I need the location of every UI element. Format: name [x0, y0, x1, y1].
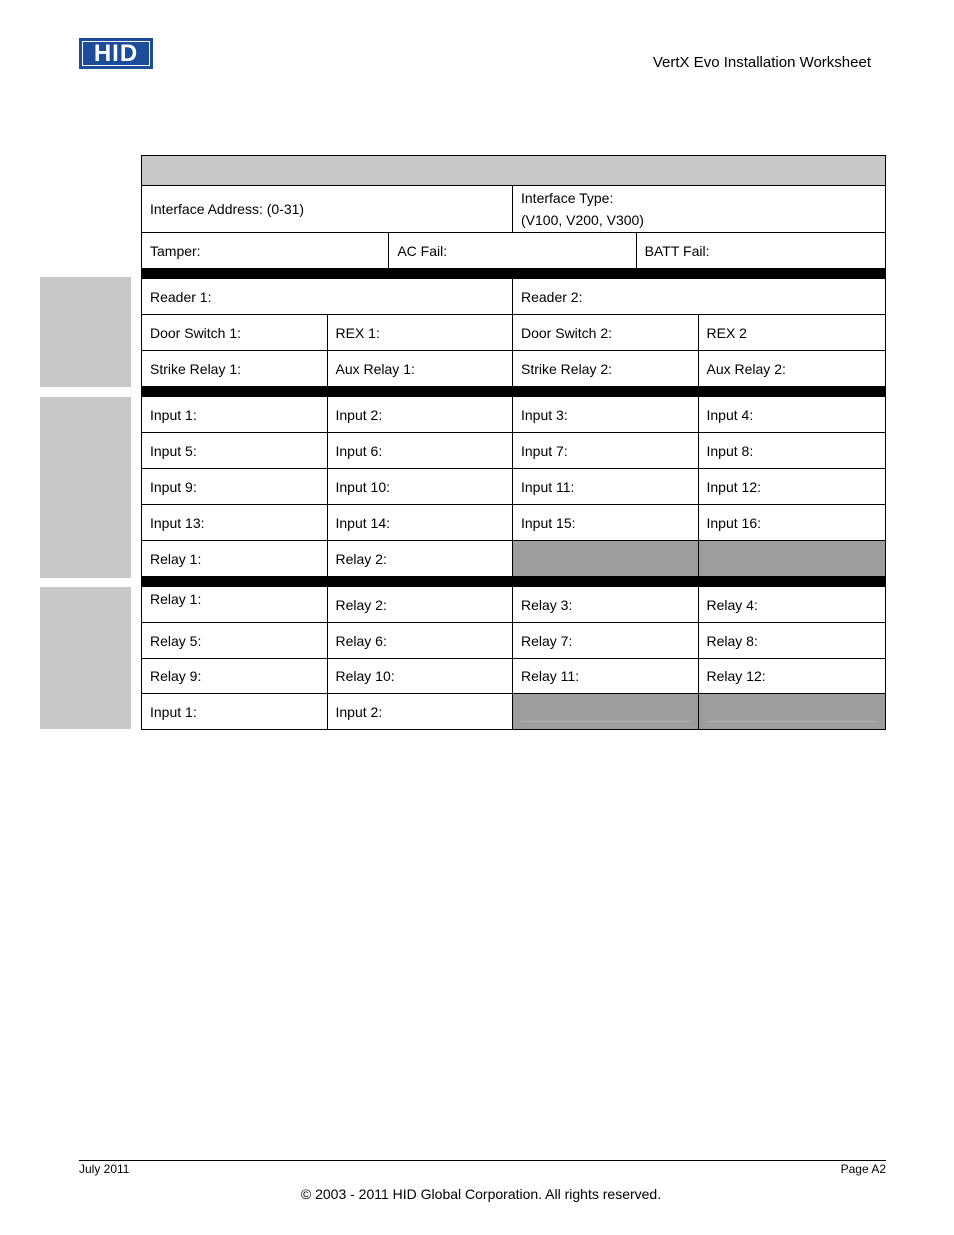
relay-row	[141, 351, 886, 387]
input-cell[interactable]: Input 14:	[328, 505, 514, 540]
shaded-cell	[699, 694, 886, 729]
relay-cell[interactable]: Relay 3:	[513, 587, 699, 622]
divider	[521, 721, 690, 722]
relay-output-row	[141, 623, 886, 659]
input-cell[interactable]: Input 11:	[513, 469, 699, 504]
input-cell[interactable]: Input 7:	[513, 433, 699, 468]
input-cell[interactable]: Input 13:	[142, 505, 328, 540]
strike-relay1-cell[interactable]: Strike Relay 1:	[142, 351, 328, 386]
side-tab-inputs	[40, 397, 131, 578]
relay-output-row	[141, 659, 886, 694]
interface-row	[141, 186, 886, 233]
interface-type-options: (V100, V200, V300)	[521, 212, 644, 228]
relay-cell[interactable]: Relay 2:	[328, 541, 514, 576]
interface-type-cell[interactable]	[513, 186, 885, 232]
divider	[707, 721, 878, 722]
input-row	[141, 433, 886, 469]
input-cell[interactable]: Input 9:	[142, 469, 328, 504]
worksheet-table	[141, 155, 886, 730]
input-row	[141, 694, 886, 730]
section-separator	[141, 387, 886, 397]
footer-date: July 2011	[79, 1162, 130, 1176]
door-row	[141, 315, 886, 351]
ac-fail-cell[interactable]: AC Fail:	[389, 233, 636, 268]
reader1-cell[interactable]: Reader 1:	[142, 279, 513, 314]
interface-type-label: Interface Type:	[521, 190, 614, 206]
worksheet-title-bar	[141, 155, 886, 186]
relay-cell[interactable]: Relay 11:	[513, 659, 699, 693]
section-separator	[141, 269, 886, 279]
hid-logo	[79, 38, 153, 69]
section-separator	[141, 577, 886, 587]
rex1-cell[interactable]: REX 1:	[328, 315, 514, 350]
reader-row	[141, 279, 886, 315]
input-cell[interactable]: Input 5:	[142, 433, 328, 468]
relay-output-row	[141, 587, 886, 623]
footer-divider	[79, 1160, 886, 1161]
input-cell[interactable]: Input 6:	[328, 433, 514, 468]
input-cell[interactable]: Input 2:	[328, 694, 514, 729]
tamper-cell[interactable]: Tamper:	[142, 233, 389, 268]
input-cell[interactable]: Input 2:	[328, 397, 514, 432]
input-cell[interactable]: Input 8:	[706, 442, 754, 459]
batt-fail-cell[interactable]: BATT Fail:	[644, 242, 710, 259]
relay-cell[interactable]: Relay 8:	[706, 632, 758, 649]
shaded-cell	[699, 541, 886, 576]
interface-address-cell[interactable]: Interface Address: (0-31)	[142, 186, 513, 232]
relay-cell[interactable]: Relay 7:	[513, 623, 699, 658]
shaded-cell	[513, 694, 699, 729]
input-cell[interactable]: Input 16:	[706, 514, 761, 531]
strike-relay2-cell[interactable]: Strike Relay 2:	[513, 351, 699, 386]
side-tab-relays	[40, 587, 131, 729]
input-cell[interactable]: Input 1:	[142, 397, 328, 432]
status-row	[141, 233, 886, 269]
relay-cell[interactable]: Relay 2:	[328, 587, 514, 622]
footer-copyright: © 2003 - 2011 HID Global Corporation. All rights reserved.	[300, 1186, 662, 1202]
logo-border	[82, 41, 150, 66]
relay-cell[interactable]: Relay 9:	[142, 659, 328, 693]
door-switch1-cell[interactable]: Door Switch 1:	[142, 315, 328, 350]
aux-relay1-cell[interactable]: Aux Relay 1:	[328, 351, 514, 386]
reader2-cell[interactable]: Reader 2:	[521, 288, 583, 305]
input-cell[interactable]: Input 15:	[513, 505, 699, 540]
relay-cell[interactable]: Relay 5:	[142, 623, 328, 658]
relay-cell[interactable]: Relay 1:	[142, 541, 328, 576]
input-row	[141, 505, 886, 541]
relay-output-row	[141, 541, 886, 577]
side-tab-readers	[40, 277, 131, 387]
input-cell[interactable]: Input 3:	[513, 397, 699, 432]
input-cell[interactable]: Input 10:	[328, 469, 514, 504]
logo-text: HID	[93, 40, 139, 67]
input-cell[interactable]: Input 12:	[706, 478, 761, 495]
shaded-cell	[513, 541, 699, 576]
input-cell[interactable]: Input 4:	[706, 406, 754, 423]
input-row	[141, 469, 886, 505]
relay-cell[interactable]: Relay 1:	[142, 587, 328, 622]
input-cell[interactable]: Input 1:	[142, 694, 328, 729]
door-switch2-cell[interactable]: Door Switch 2:	[513, 315, 699, 350]
document-title: VertX Evo Installation Worksheet	[652, 54, 871, 71]
relay-cell[interactable]: Relay 4:	[706, 596, 758, 613]
rex2-cell[interactable]: REX 2	[706, 324, 747, 341]
relay-cell[interactable]: Relay 10:	[328, 659, 514, 693]
relay-cell[interactable]: Relay 12:	[706, 668, 766, 684]
input-row	[141, 397, 886, 433]
footer-page-number: Page A2	[840, 1162, 886, 1176]
relay-cell[interactable]: Relay 6:	[328, 623, 514, 658]
aux-relay2-cell[interactable]: Aux Relay 2:	[706, 360, 786, 377]
